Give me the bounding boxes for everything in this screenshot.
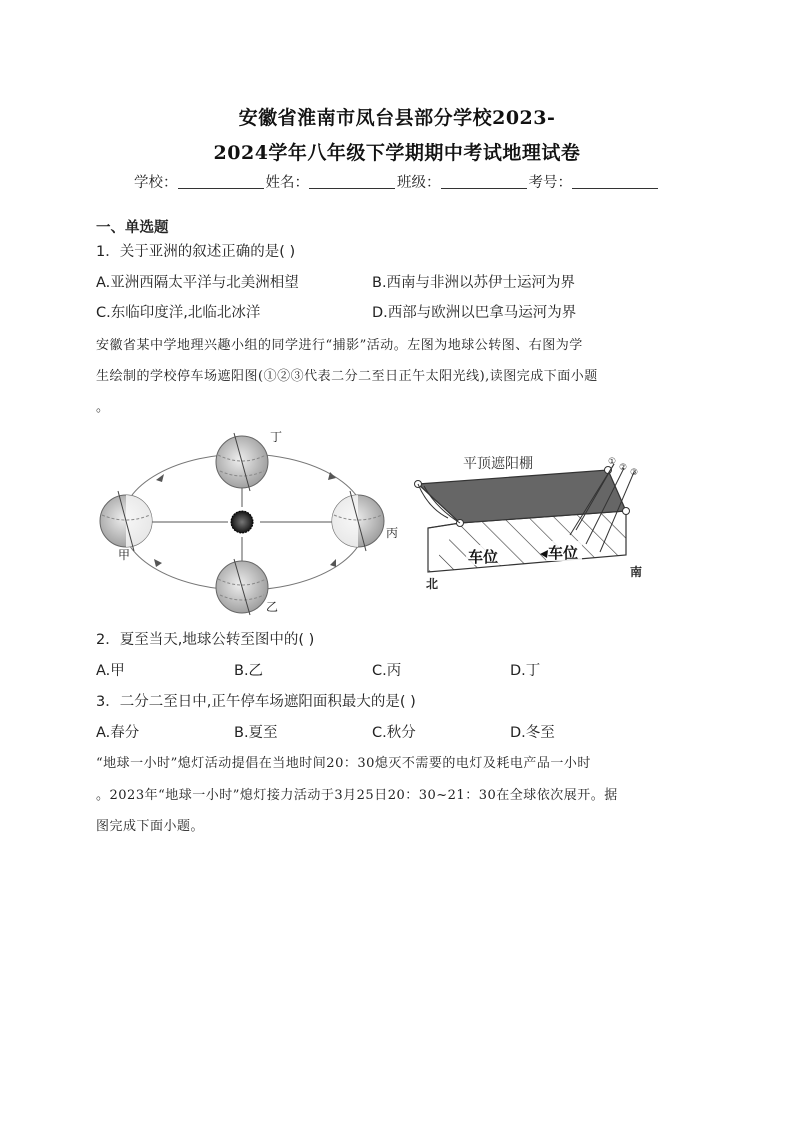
direction-north-label: 北 [426,577,439,591]
exam-number-blank[interactable] [572,174,658,189]
question-1-stem: 1．关于亚洲的叙述正确的是( ) [96,244,296,260]
passage-2-line-1: “地球一小时”熄灯活动提倡在当地时间20：30熄灭不需要的电灯及耗电产品一小时 [96,756,591,771]
question-2-option-c: C.丙 [372,663,402,679]
earth-bottom-icon [216,559,268,615]
canopy-label: 平顶遮阳棚 [463,456,533,472]
page-title-line2: 2024学年八年级下学期期中考试地理试卷 [213,142,581,164]
question-3-stem: 3．二分二至日中,正午停车场遮阳面积最大的是( ) [96,694,416,710]
class-blank[interactable] [441,174,527,189]
question-3-option-c: C.秋分 [372,725,416,741]
exam-number-label: 考号： [528,175,572,191]
label-yi: 乙 [266,600,279,614]
ray-label-3: ③ [630,468,639,478]
question-2-option-d: D.丁 [510,663,541,679]
parking-spot-label-2: 车位 [548,544,579,562]
page-title-line1: 安徽省淮南市凤台县部分学校2023- [238,107,556,129]
passage-2-line-2: 。2023年“地球一小时”熄灯接力活动于3月25日20：30~21：30在全球依次展开。据 [96,788,618,803]
question-3-option-a: A.春分 [96,725,140,741]
school-label: 学校： [134,175,178,191]
question-1-option-b: B.西南与非洲以苏伊士运河为界 [372,275,576,291]
earth-top-icon [216,433,268,491]
name-label: 姓名： [265,175,309,191]
earth-revolution-figure [96,425,399,615]
question-1-option-a: A.亚洲西隔太平洋与北美洲相望 [96,275,299,291]
passage-1-line-1: 安徽省某中学地理兴趣小组的同学进行“捕影”活动。左图为地球公转图、右图为学 [96,338,583,353]
passage-2-line-3: 图完成下面小题。 [96,819,205,834]
parking-spot-label-1: 车位 [468,548,499,566]
sun-icon [231,511,253,533]
question-2-stem: 2．夏至当天,地球公转至图中的( ) [96,632,315,648]
parking-shade-figure [408,448,658,593]
question-1-option-d: D.西部与欧洲以巴拿马运河为界 [372,305,577,321]
question-2-option-a: A.甲 [96,663,125,679]
name-blank[interactable] [309,174,395,189]
passage-1-line-2: 生绘制的学校停车场遮阳图(①②③代表二分二至日正午太阳光线),读图完成下面小题 [96,369,598,384]
class-label: 班级： [397,175,441,191]
ray-label-1: ① [608,457,617,467]
label-jia: 甲 [118,548,131,562]
school-blank[interactable] [178,174,264,189]
label-bing: 丙 [386,526,399,540]
question-1-option-c: C.东临印度洋,北临北冰洋 [96,305,261,321]
question-3-option-b: B.夏至 [234,725,278,741]
passage-1-line-3: 。 [96,400,110,415]
earth-left-icon [100,491,152,551]
direction-south-label: 南 [630,565,643,579]
section-heading: 一、单选题 [96,220,169,236]
question-2-option-b: B.乙 [234,663,264,679]
earth-right-icon [332,491,384,551]
ray-label-2: ② [619,463,628,473]
label-ding: 丁 [270,430,283,444]
student-info-row [0,171,794,192]
question-3-option-d: D.冬至 [510,725,555,741]
